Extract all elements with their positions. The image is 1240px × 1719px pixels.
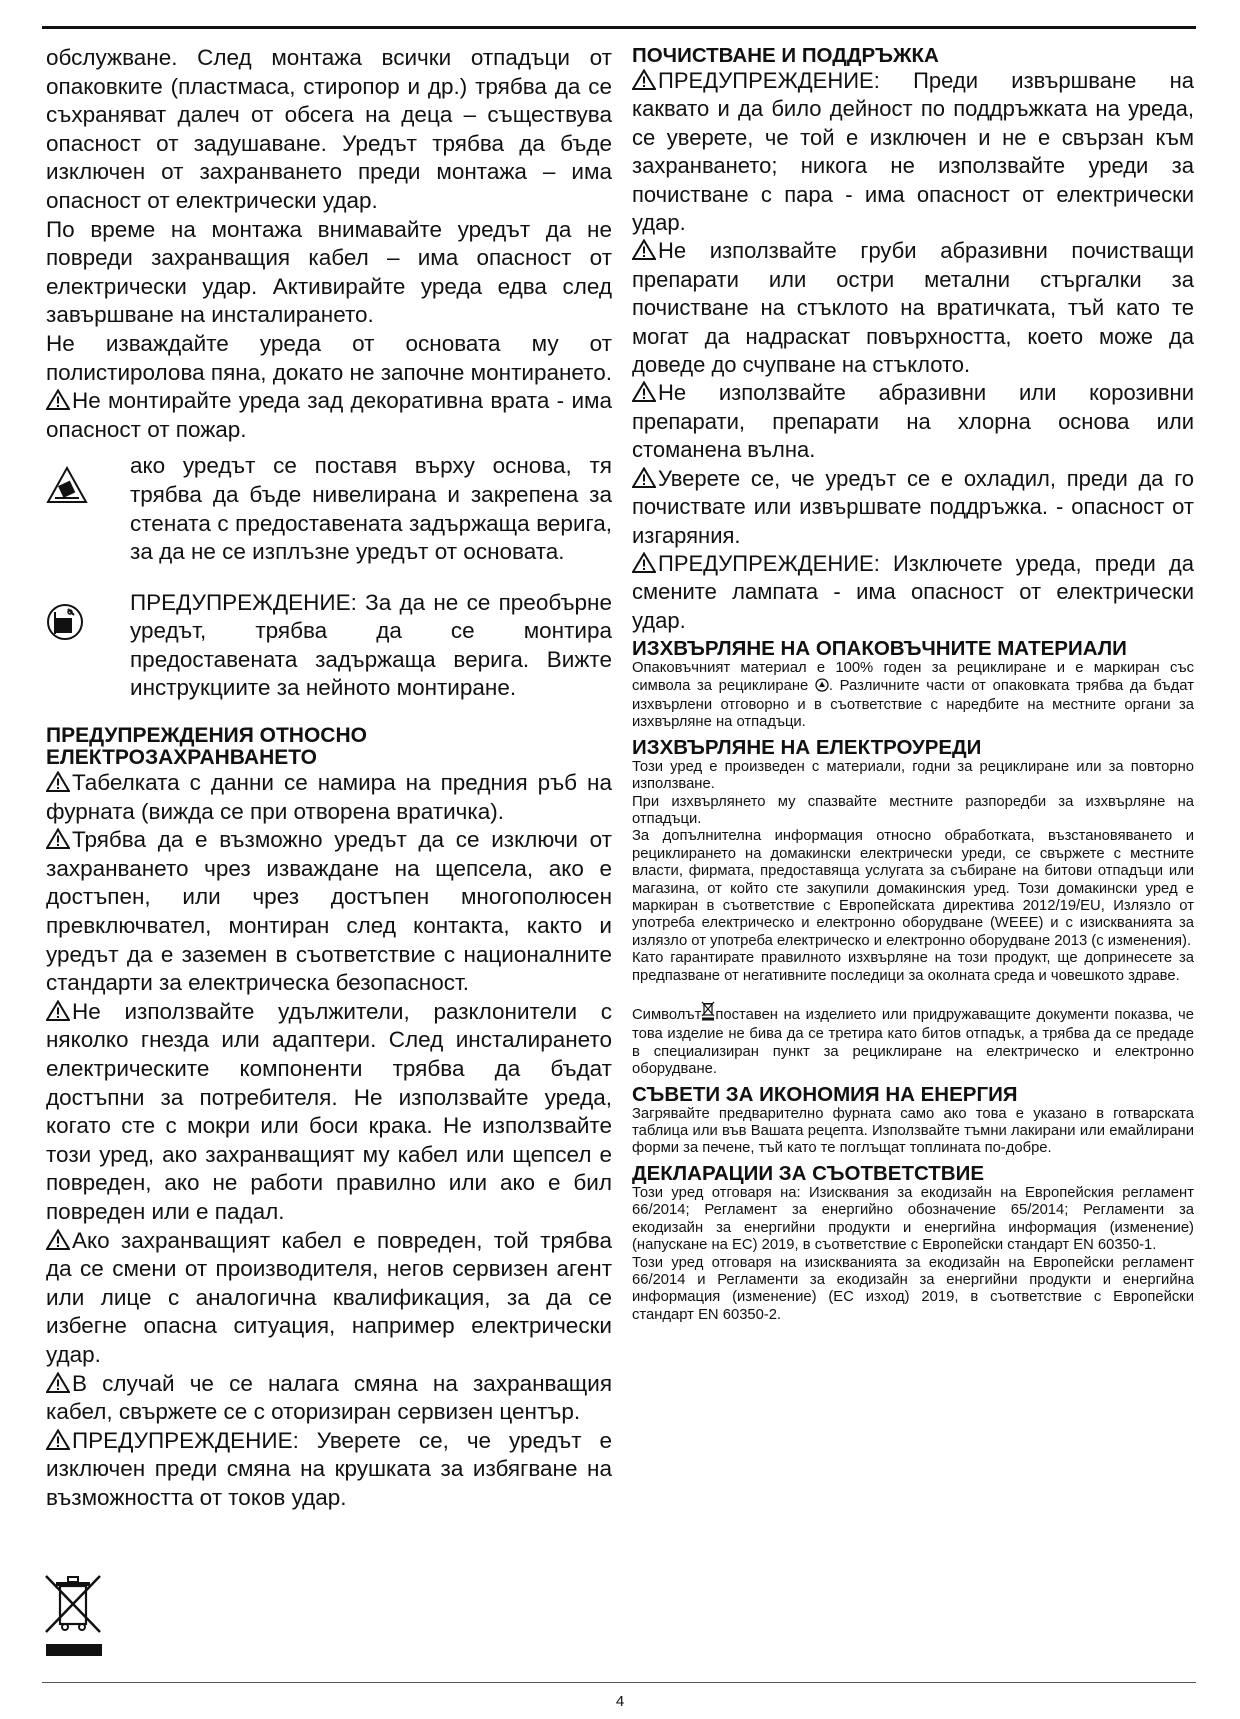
warning-triangle-icon [632,381,656,402]
disposal-text: При изхвърлянето му спазвайте местните разпоредби за изхвърляне на отпадъци. [632,793,1194,827]
disposal-text: За допълнителна информация относно обработката, възстановяването и рециклирането на домакински електрически уреди, се свържете с местните власти, фирмата, предоставяща услугата за събиране на битови отпадъци или магазина, от който сте закупили домакинския уред. Този домакински уред е маркиран в съответствие с Европейската директива 2012/19/EU, Излязло от употреба електрическо и електронно оборудване (WEEE) и с изискванията за излязло от употреба електрическо и електронно оборудване 2013 (с изменения). [632,828,1194,949]
cleaning-item: ПРЕДУПРЕЖДЕНИЕ: Преди извършване на каквато и да било дейност по поддръжката на уреда, се уверете, че той е изключен и не е свързан към захранването; никога не използвайте уреди за почистване с пара - има опасност от електрически удар. [632,68,1194,236]
page-number: 4 [615,1693,625,1710]
cleaning-item: Не използвайте груби абразивни почистващи препарати или остри метални стъргалки за почистване на стъклото на вратичката, тъй като те могат да надраскат повърхността, което може да доведе до счупване на стъклото. [632,238,1194,378]
top-rule [42,26,1196,29]
cleaning-item: ПРЕДУПРЕЖДЕНИЕ: Изключете уреда, преди да смените лампата - има опасност от електрически удар. [632,550,1194,633]
packaging-text: Опаковъчният материал е 100% годен за рециклиране и е маркиран със символа за рециклиране . Различните части от опаковката трябва да бъдат изхвърлени отговорно и в съответствие с наредбите на местните органи за изхвърляне на отпадъци. [632,660,1194,731]
left-column [46,44,612,1513]
base-note: ако уредът се поставя върху основа, тя трябва да бъде нивелирана и закрепена за стената с предоставената задържаща верига, за да не се изплъзне уредът от основата. [46,452,612,566]
warning-triangle-icon [46,389,70,410]
installation-paragraph: обслужване. След монтажа всички отпадъци от опаковките (пластмаса, стиропор и др.) трябва да се съхраняват далеч от обсега на деца – съществува опасност от задушаване. Уредът трябва да бъде изключен от захранването преди монтажа – има опасност от електрически удар. [46,45,612,213]
warning-paragraph: Не монтирайте уреда зад декоративна врата - има опасност от пожар. [46,388,612,442]
declaration-text: Този уред отговаря на: Изисквания за екодизайн на Европейския регламент 66/2014; Регламент за енергийно обозначение 65/2014; Регламенти за екодизайн за енергийни продукти и енергийна информация (изменение) (напускане на ЕС) 2019, в съответствие с Европейски стандарт EN 60350-1. [632,1184,1194,1254]
packaging-heading: ИЗХВЪРЛЯНЕ НА ОПАКОВЪЧНИТЕ МАТЕРИАЛИ [632,637,1127,661]
recycle-icon [815,678,829,697]
declaration-text: Този уред отговаря на изискванията за екодизайн на Европейски регламент 66/2014 и Регламенти за екодизайн за енергийни продукти и енергийна информация (изменение) (ЕС изход) 2019, в съответствие с Европейски стандарт EN 60350-2. [632,1254,1194,1323]
tipping-hazard-icon [46,466,88,509]
power-warning-item: Не използвайте удължители, разклонители с няколко гнезда или адаптери. След инсталирането електрическите компоненти трябва да бъдат достъпни за потребителя. Не използвайте уреда, когато сте с мокри или боси крака. Не използвайте този уред, ако захранващият му кабел или щепсел е повреден, ако не работи правилно или ако е бил повреден или е падал. [46,998,612,1224]
power-warning-item: Ако захранващият кабел е повреден, той трябва да се смени от производителя, негов сервизен агент или лице с аналогична квалификация, за да се избегне опасна ситуация, например електрически удар. [46,1227,612,1367]
warning-triangle-icon [46,1229,70,1250]
crossed-bin-icon [701,1001,715,1026]
power-warning-item: Трябва да е възможно уредът да се изключи от захранването чрез изваждане на щепсела, ако е достъпен, или чрез достъпен многополюсен превключвател, монтиран след контакта, както и уредът да е заземен в съответствие с националните стандарти за електрическа безопасност. [46,827,612,996]
warning-triangle-icon [46,771,70,792]
bottom-rule [42,1682,1196,1683]
warning-triangle-icon [46,1372,70,1393]
anti-tip-chain-icon [46,603,84,646]
weee-symbol-text: Символът поставен на изделието или придружаващите документи показва, че това изделие не бива да се третира като битов отпадък, а трябва да се предаде в специализиран пункт за рециклиране на електрическо и електронно оборудване. [632,1001,1194,1079]
warning-triangle-icon [46,1429,70,1450]
installation-paragraph: Не изваждайте уреда от основата му от полистиролова пяна, докато не започне монтирането. [46,330,612,385]
power-warning-item: Табелката с данни се намира на предния ръб на фурната (вижда се при отворена вратичка). [46,770,612,824]
right-column [632,44,1194,1324]
warning-triangle-icon [632,552,656,573]
disposal-text: Този уред е произведен с материали, годни за рециклиране или за повторно използване. [632,758,1194,793]
energy-text: Загрявайте предварително фурната само ако това е указано в готварската таблица или във Вашата рецепта. Използвайте тъмни лакирани или емайлирани форми за печене, тъй като те поглъщат топлината по-добре. [632,1105,1194,1157]
weee-bin-icon [42,1572,108,1658]
power-warnings-heading: ПРЕДУПРЕЖДЕНИЯ ОТНОСНО ЕЛЕКТРОЗАХРАНВАНЕТО [46,724,367,770]
cleaning-item: Не използвайте абразивни или корозивни препарати, препарати на хлорна основа или стоманена вълна. [632,380,1194,463]
cleaning-item: Уверете се, че уредът се е охладил, преди да го почиствате или извършвате поддръжка. - опасност от изгаряния. [632,465,1194,548]
warning-triangle-icon [46,828,70,849]
warning-triangle-icon [46,1000,70,1021]
power-warning-item: ПРЕДУПРЕЖДЕНИЕ: Уверете се, че уредът е изключен преди смяна на крушката за избягване на възможността от токов удар. [46,1427,612,1510]
warning-triangle-icon [632,239,656,260]
warning-triangle-icon [632,69,656,90]
disposal-text: Като гарантирате правилното изхвърляне на този продукт, ще допринесете за предпазване от негативните последици за околната среда и човешкото здраве. [632,950,1194,984]
warning-triangle-icon [632,467,656,488]
cleaning-heading: ПОЧИСТВАНЕ И ПОДДРЪЖКА [632,44,939,67]
disposal-heading: ИЗХВЪРЛЯНЕ НА ЕЛЕКТРОУРЕДИ [632,735,982,759]
declarations-heading: ДЕКЛАРАЦИИ ЗА СЪОТВЕТСТВИЕ [632,1161,984,1185]
energy-heading: СЪВЕТИ ЗА ИКОНОМИЯ НА ЕНЕРГИЯ [632,1082,1018,1106]
installation-paragraph: По време на монтажа внимавайте уредът да не повреди захранващия кабел – има опасност от електрически удар. Активирайте уреда едва след завършване на инсталирането. [46,216,612,328]
chain-note: ПРЕДУПРЕЖДЕНИЕ: За да не се преобърне уредът, трябва да се монтира предоставената задържаща верига. Вижте инструкциите за нейното монтиране. [46,589,612,703]
power-warning-item: В случай че се налага смяна на захранващия кабел, свържете се с оторизиран сервизен център. [46,1370,612,1425]
